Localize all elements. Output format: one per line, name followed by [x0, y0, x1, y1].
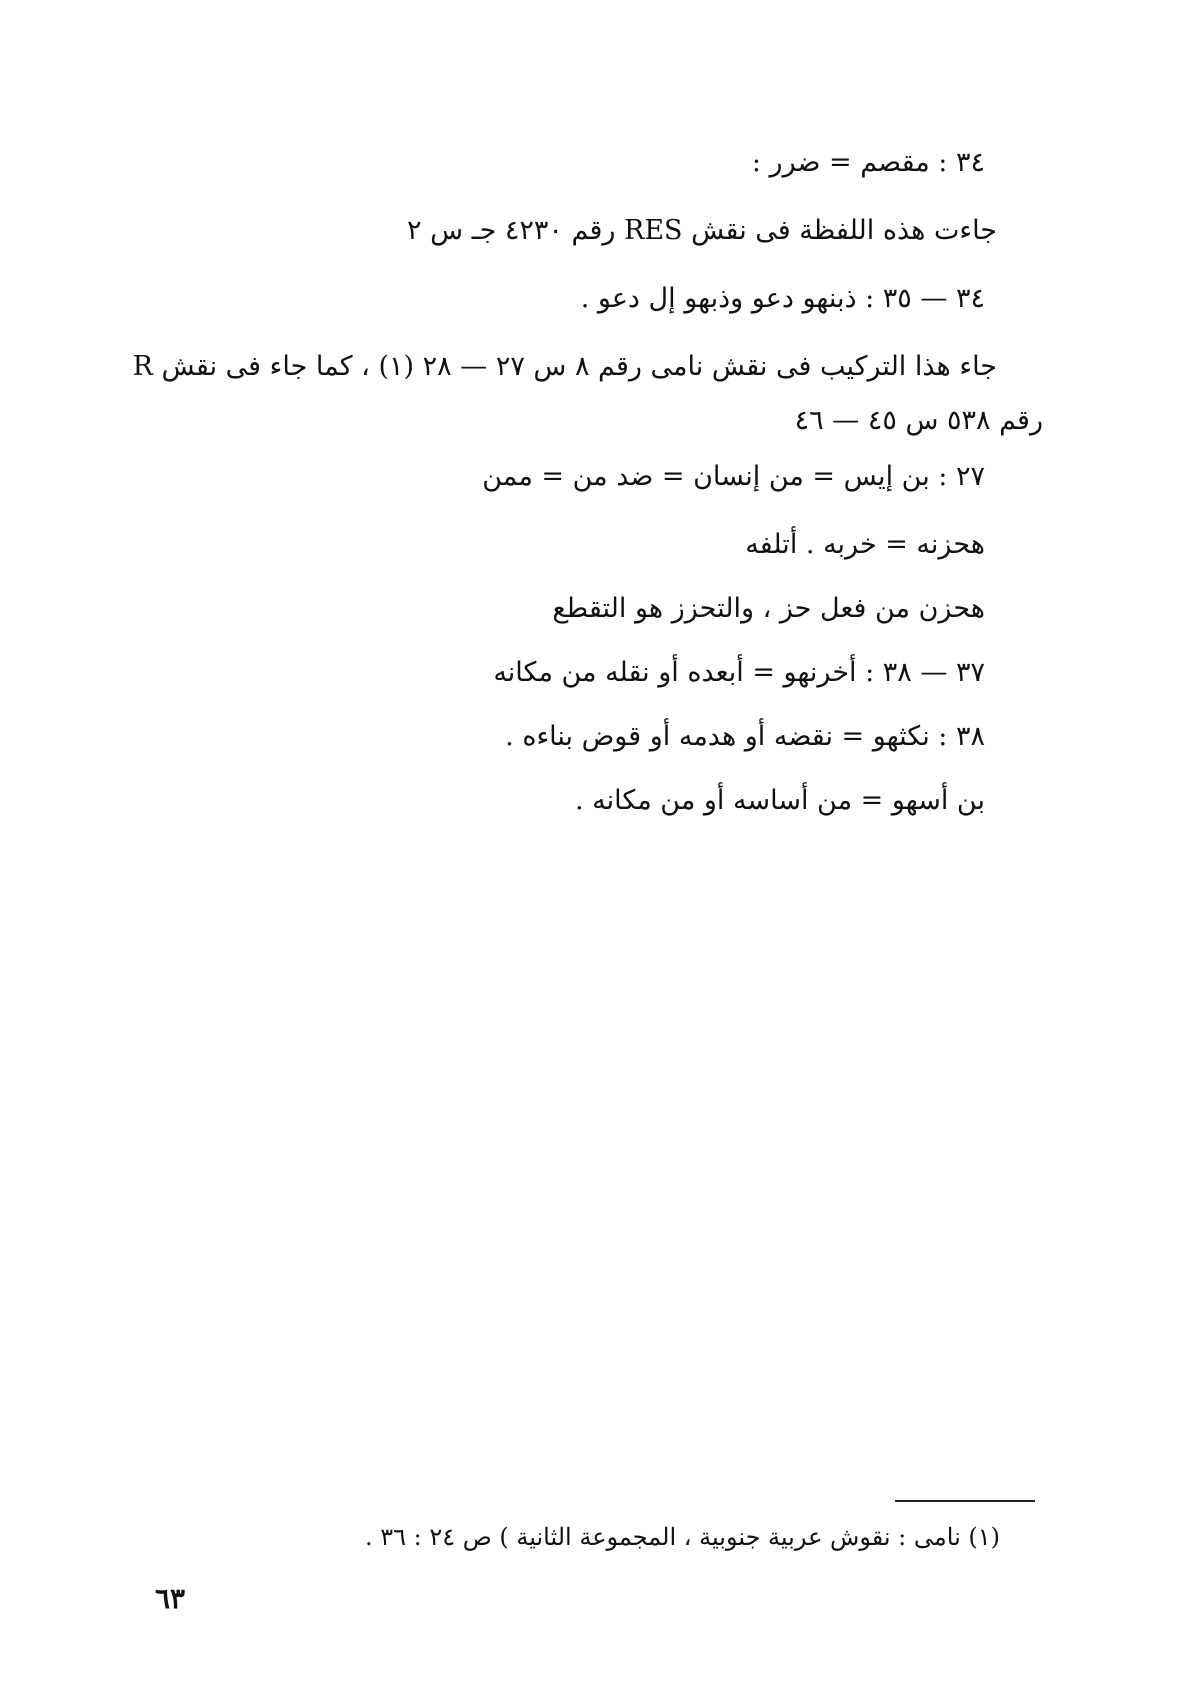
footnote: (١) نامى : نقوش عربية جنوبية ، المجموعة الثانية ) ص ٢٤ : ٣٦ . [364, 1523, 1000, 1551]
entry-34-35-note-line-1: جاء هذا التركيب فى نقش نامى رقم ٨ س ٢٧ — ٢٨ (١) ، كما جاء فى نقش R [132, 351, 997, 382]
entry-27-definition: هحزنه = خربه . أتلفه [745, 529, 985, 560]
entry-34-35-note-line-2: رقم ٥٣٨ س ٤٥ — ٤٦ [794, 405, 1043, 436]
page-number: ٦٣ [155, 1582, 186, 1615]
entry-37-38-heading: ٣٧ — ٣٨ : أخرنهو = أبعده أو نقله من مكانه [493, 657, 985, 688]
footnote-divider [895, 1500, 1035, 1502]
entry-27-note: هحزن من فعل حز ، والتحزز هو التقطع [552, 593, 985, 624]
entry-38-heading: ٣٨ : نكثهو = نقضه أو هدمه أو قوض بناءه . [505, 721, 985, 752]
entry-38-definition: بن أسهو = من أساسه أو من مكانه . [574, 785, 985, 816]
entry-34-heading: ٣٤ : مقصم = ضرر : [751, 147, 985, 178]
entry-34-note: جاءت هذه اللفظة فى نقش RES رقم ٤٢٣٠ جـ س ٢ [407, 215, 997, 246]
entry-27-heading: ٢٧ : بن إيس = من إنسان = ضد من = ممن [482, 461, 985, 492]
entry-34-35-heading: ٣٤ — ٣٥ : ذبنهو دعو وذبهو إل دعو . [580, 283, 985, 314]
